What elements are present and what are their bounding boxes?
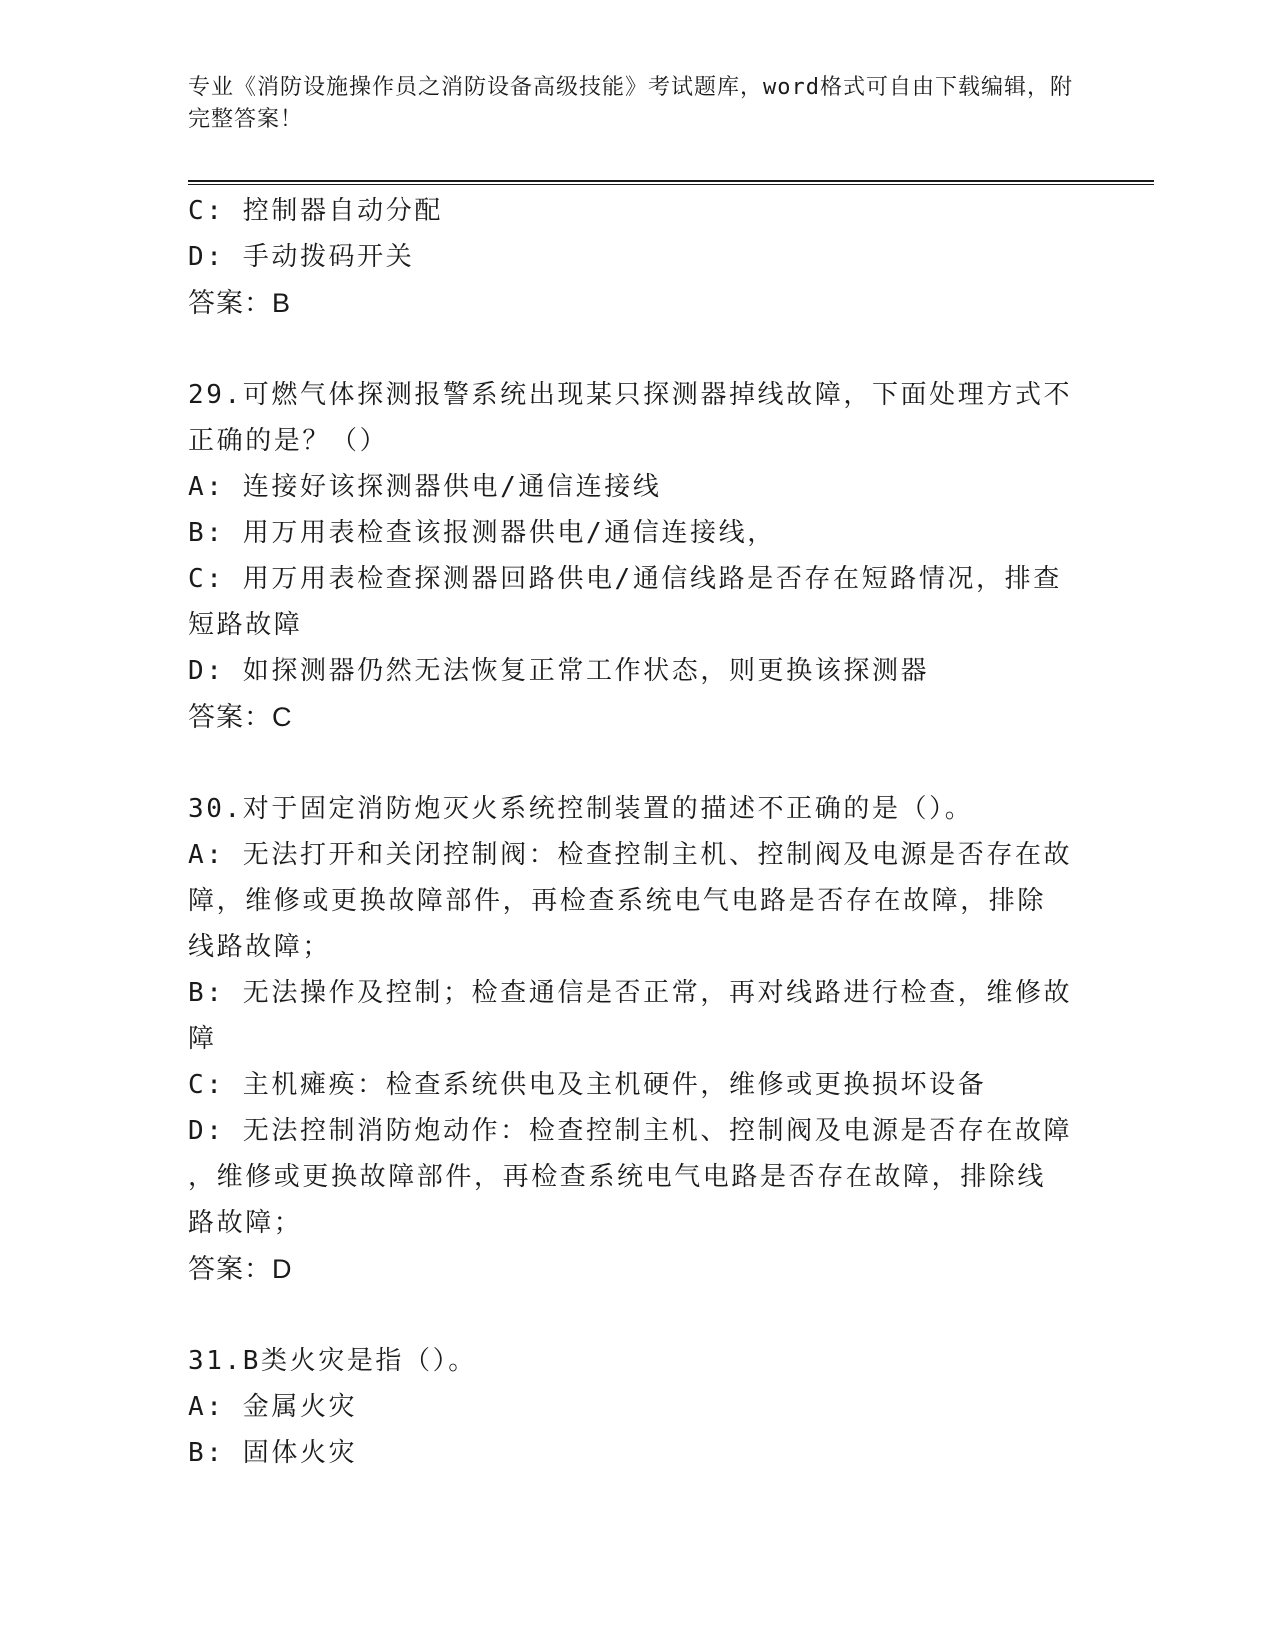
- q30-option-b-line1: B: 无法操作及控制；检查通信是否正常，再对线路进行检查，维修故: [188, 978, 1073, 1008]
- q28-option-c: C: 控制器自动分配: [188, 196, 443, 226]
- q29-option-a: A: 连接好该探测器供电/通信连接线: [188, 472, 662, 502]
- q29-option-d: D: 如探测器仍然无法恢复正常工作状态，则更换该探测器: [188, 656, 930, 686]
- q30-option-a-line1: A: 无法打开和关闭控制阀：检查控制主机、控制阀及电源是否存在故: [188, 840, 1073, 870]
- q29-stem-line1: 29.可燃气体探测报警系统出现某只探测器掉线故障，下面处理方式不: [188, 380, 1073, 410]
- q30-option-b-line2: 障: [188, 1024, 217, 1054]
- header-divider-thick: [188, 180, 1154, 182]
- q30-option-a-line3: 线路故障；: [188, 932, 332, 962]
- q30-option-a-line2: 障，维修或更换故障部件，再检查系统电气电路是否存在故障，排除: [188, 886, 1047, 916]
- spacer: [188, 326, 1088, 372]
- question-content: [188, 188, 1088, 1476]
- q29-option-c-line1: C: 用万用表检查探测器回路供电/通信线路是否存在短路情况，排查: [188, 564, 1062, 594]
- page-header: 专业《消防设施操作员之消防设备高级技能》考试题库，word格式可自由下载编辑，附完整答案！: [188, 75, 1073, 132]
- q31-option-a: A: 金属火灾: [188, 1392, 358, 1422]
- q29-stem-line2: 正确的是？（）: [188, 426, 389, 456]
- q31-option-b: B: 固体火灾: [188, 1438, 358, 1468]
- q30-option-d-line1: D: 无法控制消防炮动作：检查控制主机、控制阀及电源是否存在故障: [188, 1116, 1073, 1146]
- q30-option-d-line2: ，维修或更换故障部件，再检查系统电气电路是否存在故障，排除线: [188, 1162, 1047, 1192]
- spacer: [188, 740, 1088, 786]
- q30-stem: 30.对于固定消防炮灭火系统控制装置的描述不正确的是（）。: [188, 794, 974, 824]
- q28-answer: 答案：B: [188, 288, 292, 318]
- q31-stem: 31.B类火灾是指（）。: [188, 1346, 477, 1376]
- q29-option-b: B: 用万用表检查该报测器供电/通信连接线，: [188, 518, 776, 548]
- q30-option-d-line3: 路故障；: [188, 1208, 303, 1238]
- q29-answer: 答案：C: [188, 702, 293, 732]
- q28-option-d: D: 手动拨码开关: [188, 242, 415, 272]
- spacer: [188, 1292, 1088, 1338]
- q29-option-c-line2: 短路故障: [188, 610, 303, 640]
- q30-option-c: C: 主机瘫痪：检查系统供电及主机硬件，维修或更换损坏设备: [188, 1070, 987, 1100]
- q30-answer: 答案：D: [188, 1254, 293, 1284]
- header-divider-thin: [188, 184, 1154, 185]
